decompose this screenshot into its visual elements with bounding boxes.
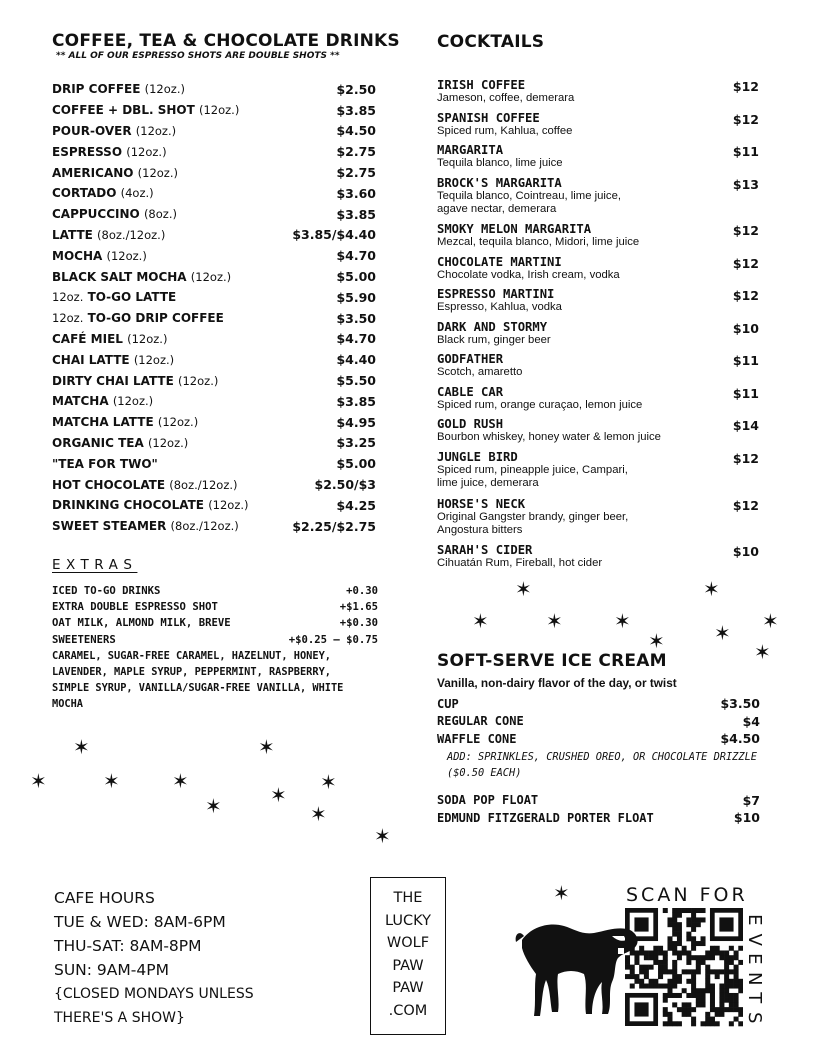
icecream-item-price: $4.50 [720, 731, 760, 747]
coffee-item-prefix: 12oz. [52, 311, 84, 326]
coffee-item-size: (12oz.) [112, 394, 154, 409]
coffee-item-price: $5.00 [336, 269, 376, 285]
extras-item-name: EXTRA DOUBLE ESPRESSO SHOT [52, 601, 218, 614]
extras-item-price: +$0.25 – $0.75 [288, 633, 378, 646]
coffee-item-label: TO-GO DRIP COFFEE [87, 311, 224, 326]
coffee-item-name [52, 394, 153, 408]
coffee-item-name [52, 415, 198, 429]
coffee-item-label: LATTE [52, 227, 93, 242]
coffee-item-row [52, 433, 376, 454]
cocktail-price: $12 [732, 450, 759, 466]
cocktail-desc: Tequila blanco, Cointreau, lime juice, [437, 189, 621, 202]
coffee-item-label: POUR-OVER [52, 123, 132, 138]
cocktail-desc: Original Gangster brandy, ginger beer, [437, 510, 629, 523]
coffee-item-name [52, 498, 249, 512]
coffee-section-title: COFFEE, TEA & CHOCOLATE DRINKS [52, 31, 400, 51]
coffee-item-name [52, 145, 167, 159]
coffee-item-prefix: 12oz. [52, 290, 84, 305]
coffee-item-label: ESPRESSO [52, 144, 123, 159]
cocktail-price: $11 [732, 385, 759, 401]
cocktail-desc: Angostura bitters [437, 523, 523, 536]
website-box [370, 877, 446, 1035]
coffee-item-price: $3.60 [336, 185, 376, 201]
coffee-item-price: $4.70 [336, 331, 376, 347]
extras-title: EXTRAS [52, 557, 138, 573]
cocktail-name: JUNGLE BIRD [437, 449, 518, 464]
cocktail-desc: Jameson, coffee, demerara [437, 92, 575, 104]
coffee-item-size: (12oz.) [126, 144, 167, 159]
coffee-item-price: $5.00 [336, 456, 376, 472]
coffee-item-size: (12oz.) [127, 331, 168, 346]
coffee-item-price: $3.85/$4.40 [292, 227, 376, 243]
star-icon: ✶ [103, 771, 120, 793]
coffee-item-price: $5.90 [336, 289, 376, 305]
star-icon: ✶ [762, 611, 779, 633]
coffee-item-label: CAPPUCCINO [52, 207, 140, 222]
coffee-item-label: ORGANIC TEA [52, 435, 144, 450]
extras-item-row [52, 599, 378, 615]
hours-line: THU-SAT: 8AM-8PM [54, 937, 202, 955]
star-icon: ✶ [30, 771, 47, 793]
cocktail-name: MARGARITA [437, 143, 504, 157]
coffee-item-price: $4.40 [336, 352, 376, 368]
cocktail-item [437, 223, 759, 256]
icecream-item-price: $4 [742, 713, 760, 729]
cocktail-desc: Black rum, ginger beer [437, 333, 551, 346]
coffee-item-label: MATCHA [52, 394, 109, 409]
extras-item-name: ICED TO-GO DRINKS [52, 585, 161, 598]
coffee-item-label: CHAI LATTE [52, 352, 130, 367]
cocktail-desc: Scotch, amaretto [437, 366, 523, 379]
cocktail-item [437, 386, 759, 419]
coffee-item-price: $4.70 [336, 248, 376, 264]
coffee-item-size: (12oz.) [157, 415, 199, 430]
coffee-item-name [52, 249, 147, 263]
hours-line: SUN: 9AM-4PM [54, 961, 169, 979]
wolf-silhouette-icon [512, 900, 644, 1025]
star-icon: ✶ [472, 611, 489, 633]
coffee-item-name [52, 270, 231, 284]
website-line: .COM [388, 1002, 428, 1019]
star-icon: ✶ [320, 772, 337, 794]
coffee-item-name [52, 478, 238, 492]
cocktail-name: IRISH COFFEE [437, 78, 526, 92]
star-icon: ✶ [703, 579, 720, 601]
extras-item-row [52, 632, 378, 648]
coffee-item-label: DRINKING CHOCOLATE [52, 498, 204, 513]
coffee-item-row [52, 516, 376, 537]
coffee-item-price: $3.85 [336, 206, 376, 222]
coffee-item-label: CAFÉ MIEL [52, 331, 123, 346]
extras-list [52, 583, 378, 712]
cocktail-name: CHOCOLATE MARTINI [437, 254, 562, 269]
coffee-item-size: (12oz.) [106, 248, 147, 263]
coffee-item-name [52, 311, 224, 325]
coffee-item-label: TO-GO LATTE [87, 290, 177, 305]
cocktail-name: SARAH'S CIDER [437, 543, 533, 558]
cocktail-desc: Spiced rum, Kahlua, coffee [437, 124, 573, 137]
cocktail-item [437, 177, 759, 224]
extras-item-price: +$1.65 [339, 601, 378, 614]
star-icon: ✶ [553, 883, 570, 905]
espresso-note: ** ALL OF OUR ESPRESSO SHOTS ARE DOUBLE SHOTS ** [56, 51, 340, 61]
qr-side-text: E V E N T S [743, 914, 765, 1023]
coffee-item-name [52, 332, 167, 346]
cocktail-name: SPANISH COFFEE [437, 110, 540, 125]
coffee-item-size: (12oz.) [198, 103, 240, 118]
star-icon: ✶ [648, 631, 665, 653]
coffee-item-label: MATCHA LATTE [52, 415, 154, 430]
coffee-item-size: (12oz.) [208, 498, 249, 513]
coffee-item-row [52, 245, 376, 266]
coffee-item-row [52, 370, 376, 391]
coffee-item-row [52, 225, 376, 246]
icecream-item-name: REGULAR CONE [437, 714, 524, 729]
coffee-item-row [52, 121, 376, 142]
coffee-item-price: $3.85 [336, 393, 376, 409]
website-line: LUCKY [385, 912, 431, 929]
cocktail-price: $12 [732, 223, 759, 239]
cocktail-item [437, 144, 759, 177]
coffee-item-name [52, 186, 154, 200]
coffee-item-name [52, 124, 176, 138]
cafe-hours [54, 886, 254, 1030]
extras-item-name: SWEETENERS [52, 633, 116, 646]
coffee-item-price: $2.50/$3 [314, 477, 376, 493]
star-icon: ✶ [754, 642, 771, 664]
cocktail-price: $13 [732, 176, 759, 192]
cocktail-desc: Spiced rum, pineapple juice, Campari, [437, 463, 628, 476]
icecream-item [437, 713, 760, 731]
coffee-item-size: (12oz.) [137, 165, 178, 180]
cocktail-price: $12 [732, 497, 759, 513]
cocktail-desc: Mezcal, tequila blanco, Midori, lime juice [437, 236, 640, 249]
coffee-item-name [52, 228, 165, 242]
coffee-item-label: DIRTY CHAI LATTE [52, 373, 174, 388]
icecream-item [437, 730, 760, 748]
coffee-item-size: (8oz./12oz.) [170, 519, 239, 534]
coffee-item-name [52, 103, 239, 117]
cocktail-item [437, 288, 759, 321]
coffee-item-row [52, 349, 376, 370]
coffee-item-size: (8oz./12oz.) [97, 227, 166, 242]
cocktail-price: $12 [732, 111, 759, 127]
extras-item-row [52, 583, 378, 599]
coffee-item-label: AMERICANO [52, 165, 134, 180]
cocktail-desc: Espresso, Kahlua, vodka [437, 301, 562, 314]
cocktail-price: $11 [732, 353, 759, 369]
cocktail-desc: lime juice, demerara [437, 476, 539, 489]
coffee-item-row [52, 287, 376, 308]
coffee-item-price: $5.50 [336, 373, 376, 389]
cocktail-name: GODFATHER [437, 352, 504, 367]
icecream-list [437, 676, 760, 827]
cocktail-price: $10 [732, 320, 759, 336]
coffee-item-row [52, 474, 376, 495]
cocktail-desc: agave nectar, demerara [437, 202, 557, 215]
star-icon: ✶ [310, 804, 327, 826]
star-icon: ✶ [172, 771, 189, 793]
coffee-item-size: (12oz.) [178, 373, 219, 388]
icecream-item-name: CUP [437, 696, 459, 711]
coffee-item-price: $3.85 [336, 102, 376, 118]
hours-line: {CLOSED MONDAYS UNLESS [54, 986, 254, 1002]
cocktail-item [437, 544, 759, 577]
coffee-item-row [52, 183, 376, 204]
float-item-name: EDMUND FITZGERALD PORTER FLOAT [437, 810, 654, 825]
star-icon: ✶ [205, 796, 222, 818]
cocktail-name: GOLD RUSH [437, 417, 504, 432]
website-line: PAW [392, 957, 424, 974]
coffee-item-label: CORTADO [52, 186, 117, 201]
float-item [437, 809, 760, 827]
coffee-item-row [52, 79, 376, 100]
cocktail-name: DARK AND STORMY [437, 319, 548, 334]
hours-line: THERE'S A SHOW} [54, 1010, 185, 1026]
coffee-item-price: $2.75 [336, 144, 376, 160]
coffee-item-label: BLACK SALT MOCHA [52, 269, 187, 284]
coffee-item-size: (8oz.) [143, 207, 177, 222]
coffee-item-label: HOT CHOCOLATE [52, 477, 166, 492]
icecream-item-price: $3.50 [720, 696, 760, 712]
website-line: PAW [392, 980, 424, 996]
coffee-item-name [52, 519, 239, 533]
star-icon: ✶ [73, 737, 90, 759]
coffee-item-row [52, 266, 376, 287]
coffee-item-label: COFFEE + DBL. SHOT [52, 103, 195, 118]
icecream-subtitle: Vanilla, non-dairy flavor of the day, or twist [437, 676, 677, 690]
coffee-item-size: (4oz.) [120, 186, 154, 201]
cocktail-item [437, 256, 759, 289]
cocktail-item [437, 112, 759, 145]
coffee-item-size: (8oz./12oz.) [169, 477, 238, 492]
qr-top-text: SCAN FOR [626, 884, 748, 906]
cocktail-item [437, 498, 759, 545]
sweeteners-list: CARAMEL, SUGAR-FREE CARAMEL, HAZELNUT, HONEY, LAVENDER, MAPLE SYRUP, PEPPERMINT, RASPBERRY, SIMPLE SYRUP, VANILLA/SUGAR-FREE VANILLA, WHITE MOCHA [52, 649, 344, 710]
cocktail-desc: Bourbon whiskey, honey water & lemon juice [437, 431, 661, 444]
icecream-title: SOFT-SERVE ICE CREAM [437, 651, 667, 671]
website-line: WOLF [386, 935, 430, 951]
star-icon: ✶ [258, 737, 275, 759]
coffee-item-price: $2.25/$2.75 [292, 518, 376, 534]
coffee-item-price: $4.50 [336, 123, 376, 139]
star-icon: ✶ [614, 611, 631, 633]
cocktail-price: $12 [732, 288, 759, 304]
cocktail-price: $10 [732, 544, 759, 560]
cocktail-item [437, 321, 759, 354]
hours-heading: CAFE HOURS [54, 889, 155, 907]
coffee-item-size: (12oz.) [133, 352, 175, 367]
cocktail-desc: Cihuatán Rum, Fireball, hot cider [437, 557, 603, 570]
extras-item-row [52, 615, 378, 631]
coffee-item-price: $4.95 [336, 414, 376, 430]
coffee-item-name [52, 374, 218, 388]
cocktail-desc: Spiced rum, orange curaçao, lemon juice [437, 398, 643, 411]
extras-item-price: +$0.30 [339, 617, 378, 630]
coffee-item-row [52, 100, 376, 121]
coffee-item-name [52, 353, 174, 367]
float-item [437, 792, 760, 810]
cocktail-desc: Chocolate vodka, Irish cream, vodka [437, 268, 620, 281]
coffee-item-row [52, 495, 376, 516]
coffee-item-row [52, 329, 376, 350]
star-icon: ✶ [515, 579, 532, 601]
cocktail-item [437, 418, 759, 451]
cocktail-name: BROCK'S MARGARITA [437, 175, 562, 190]
addon-line-1: ADD: SPRINKLES, CRUSHED OREO, OR CHOCOLATE DRIZZLE [447, 750, 757, 763]
hours-line: TUE & WED: 8AM-6PM [54, 913, 226, 931]
extras-item-price: +0.30 [346, 585, 378, 598]
star-icon: ✶ [714, 623, 731, 645]
cocktail-price: $12 [732, 79, 759, 94]
coffee-item-name [52, 457, 158, 471]
cocktail-item [437, 353, 759, 386]
cocktail-name: CABLE CAR [437, 384, 504, 399]
coffee-item-price: $3.25 [336, 435, 376, 451]
icecream-item-name: WAFFLE CONE [437, 731, 517, 746]
coffee-item-price: $2.50 [336, 81, 376, 97]
coffee-item-price: $2.75 [336, 165, 376, 181]
cocktail-item [437, 451, 759, 498]
coffee-item-row [52, 204, 376, 225]
coffee-list [52, 79, 376, 537]
coffee-item-price: $3.50 [336, 310, 376, 326]
cocktail-name: ESPRESSO MARTINI [437, 287, 555, 302]
coffee-item-row [52, 453, 376, 474]
extras-item-name: OAT MILK, ALMOND MILK, BREVE [52, 617, 231, 630]
coffee-item-row [52, 141, 376, 162]
icecream-addon [437, 749, 760, 781]
icecream-item [437, 695, 760, 713]
coffee-item-name [52, 436, 188, 450]
coffee-item-label: SWEET STEAMER [52, 519, 167, 534]
addon-line-2: ($0.50 EACH) [447, 766, 522, 779]
float-item-name: SODA POP FLOAT [437, 793, 539, 808]
coffee-item-label: "TEA FOR TWO" [52, 456, 158, 471]
coffee-item-label: DRIP COFFEE [52, 82, 141, 97]
cocktails-title: COCKTAILS [437, 32, 545, 52]
coffee-item-name [52, 166, 178, 180]
coffee-item-name [52, 290, 176, 304]
coffee-item-row [52, 308, 376, 329]
coffee-item-name [52, 82, 185, 96]
coffee-item-size: (12oz.) [147, 435, 189, 450]
coffee-item-row [52, 391, 376, 412]
coffee-item-label: MOCHA [52, 248, 103, 263]
cocktail-name: SMOKY MELON MARGARITA [437, 222, 592, 237]
cocktail-price: $14 [732, 418, 759, 434]
coffee-item-row [52, 162, 376, 183]
star-icon: ✶ [546, 611, 563, 633]
star-icon: ✶ [270, 785, 287, 807]
coffee-item-row [52, 412, 376, 433]
cocktail-name: HORSE'S NECK [437, 496, 526, 511]
cocktail-price: $12 [732, 255, 759, 271]
float-item-price: $10 [733, 810, 760, 826]
cocktails-list [437, 79, 759, 577]
float-item-price: $7 [742, 792, 760, 808]
coffee-item-name [52, 207, 177, 221]
cocktail-item [437, 79, 759, 112]
coffee-item-price: $4.25 [336, 497, 376, 513]
star-icon: ✶ [374, 826, 391, 848]
website-line: THE [393, 890, 423, 906]
coffee-item-size: (12oz.) [135, 123, 177, 138]
cocktail-desc: Tequila blanco, lime juice [437, 157, 563, 169]
coffee-item-size: (12oz.) [144, 82, 185, 97]
cocktail-price: $11 [732, 144, 759, 159]
coffee-item-size: (12oz.) [190, 269, 232, 284]
